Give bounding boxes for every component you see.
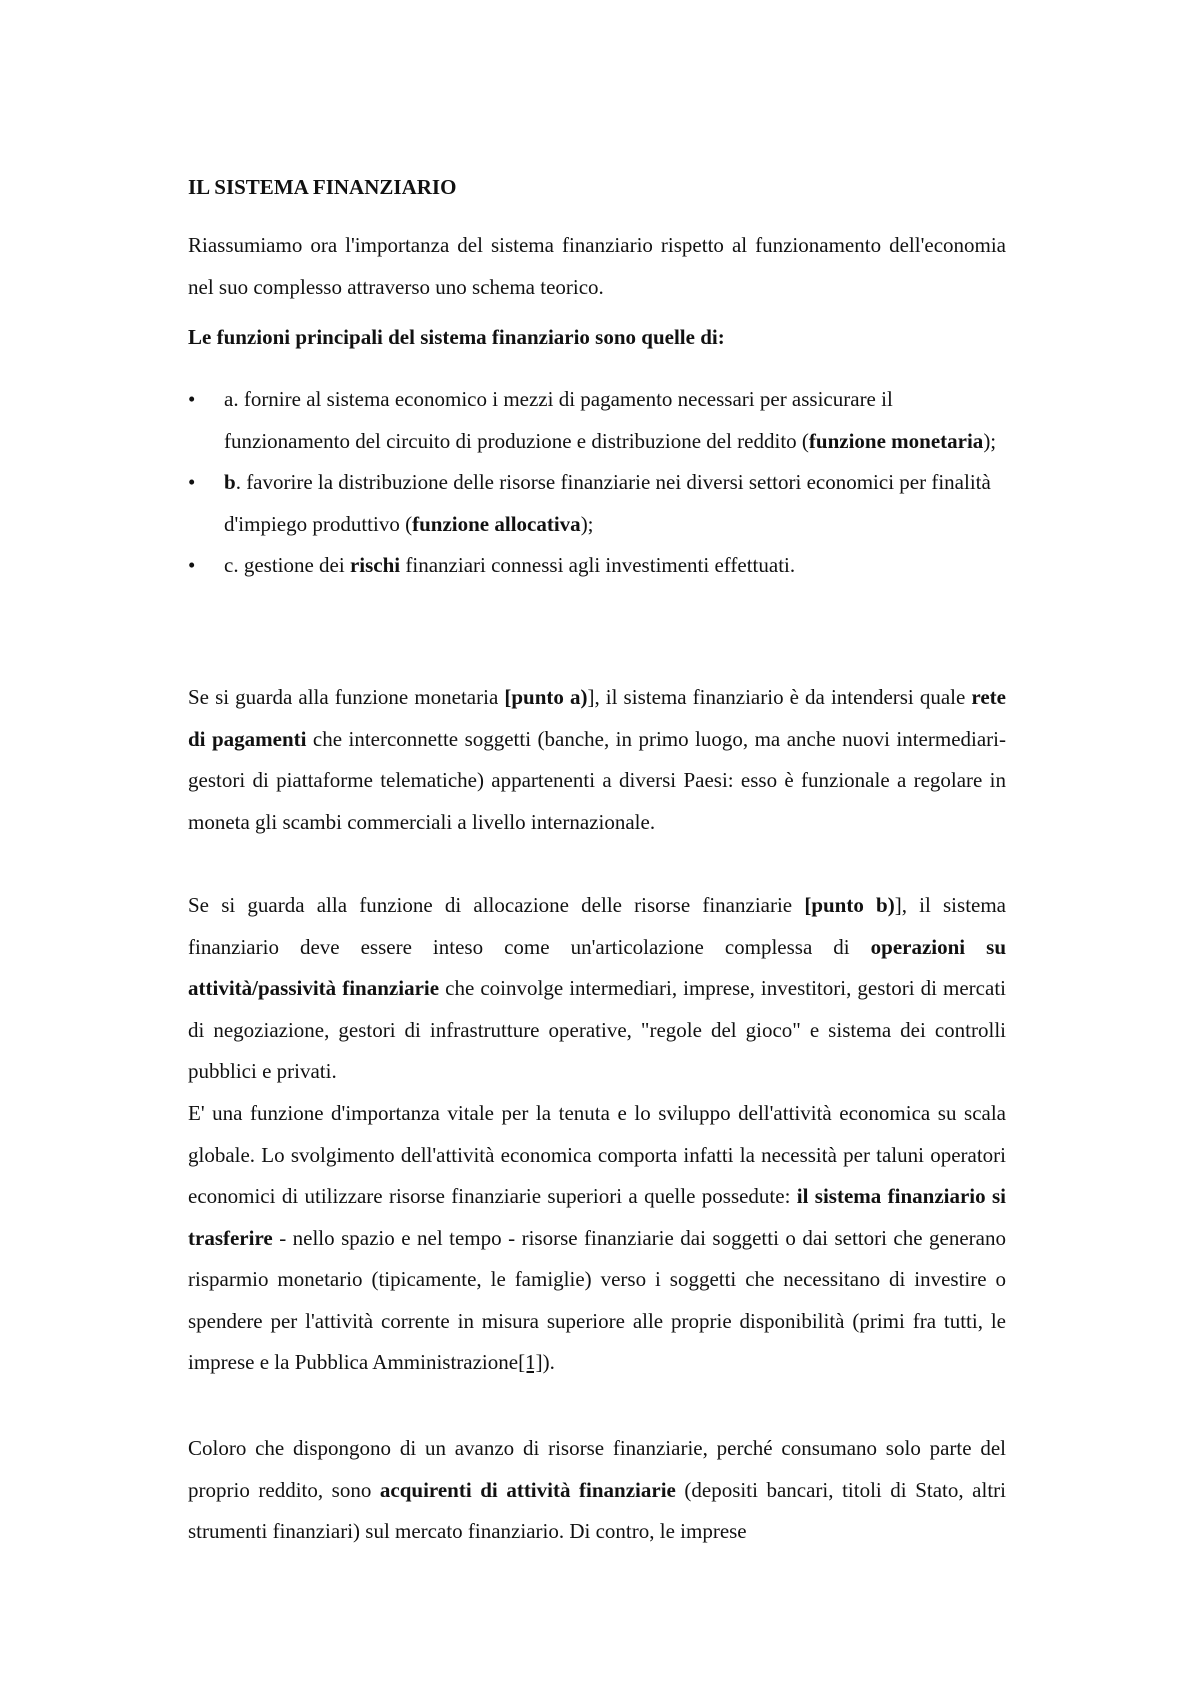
allocation-function-paragraph: Se si guarda alla funzione di allocazione delle risorse finanziarie [punto b)], il sistema finanziario deve essere inteso come un'articolazione complessa di operazioni su attività/passività finanziarie che coinvolge intermediari, imprese, investitori, gestori di mercati di negoziazione, gestori di infrastrutture operative, "regole del gioco" e sistema dei controlli pubblici e privati. — [188, 893, 1007, 1083]
intro-paragraph: Riassumiamo ora l'importanza del sistema finanziario rispetto al funzionamento dell'economia nel suo complesso attraverso uno schema teorico. — [188, 233, 1006, 299]
monetary-function-paragraph: Se si guarda alla funzione monetaria [punto a)], il sistema finanziario è da intendersi quale rete di pagamenti che interconnette soggetti (banche, in primo luogo, ma anche nuovi intermediari-gestori di piattaforme telematiche) appartenenti a diversi Paesi: esso è funzionale a regolare in moneta gli scambi commerciali a livello internazionale. — [188, 685, 1007, 834]
vital-function-paragraph: E' una funzione d'importanza vitale per la tenuta e lo sviluppo dell'attività economica su scala globale. Lo svolgimento dell'attività economica comporta infatti la necessità per taluni operatori economici di utilizzare risorse finanziarie superiori a quelle possedute: il sistema finanziario si trasferire - nello spazio e nel tempo - risorse finanziarie dai soggetti o dai settori che generano risparmio monetario (tipicamente, le famiglie) verso i soggetti che necessitano di investire o spendere per l'attività corrente in misura superiore alle proprie disponibilità (primi fra tutti, le imprese e la Pubblica Amministrazione[1]). — [188, 1101, 1006, 1374]
list-item-a: • a. fornire al sistema economico i mezzi di pagamento necessari per assicurare il funzionamento del circuito di produzione e distribuzione del reddito (funzione monetaria); — [188, 379, 1006, 462]
list-item-b: • b. favorire la distribuzione delle risorse finanziarie nei diversi settori economici per finalità d'impiego produttivo (funzione allocativa); — [188, 462, 1006, 545]
functions-heading: Le funzioni principali del sistema finanziario sono quelle di: — [188, 325, 725, 349]
functions-list — [188, 379, 1006, 587]
bullet-icon: • — [188, 553, 196, 577]
surplus-paragraph: Coloro che dispongono di un avanzo di risorse finanziarie, perché consumano solo parte del proprio reddito, sono acquirenti di attività finanziarie (depositi bancari, titoli di Stato, altri strumenti finanziari) sul mercato finanziario. Di contro, le imprese — [188, 1436, 1006, 1543]
list-item-c: • c. gestione dei rischi finanziari connessi agli investimenti effettuati. — [188, 545, 1006, 587]
footnote-link[interactable]: [1] — [518, 1350, 543, 1374]
bullet-icon: • — [188, 470, 196, 494]
bullet-icon: • — [188, 387, 196, 411]
document-title: IL SISTEMA FINANZIARIO — [188, 175, 457, 199]
